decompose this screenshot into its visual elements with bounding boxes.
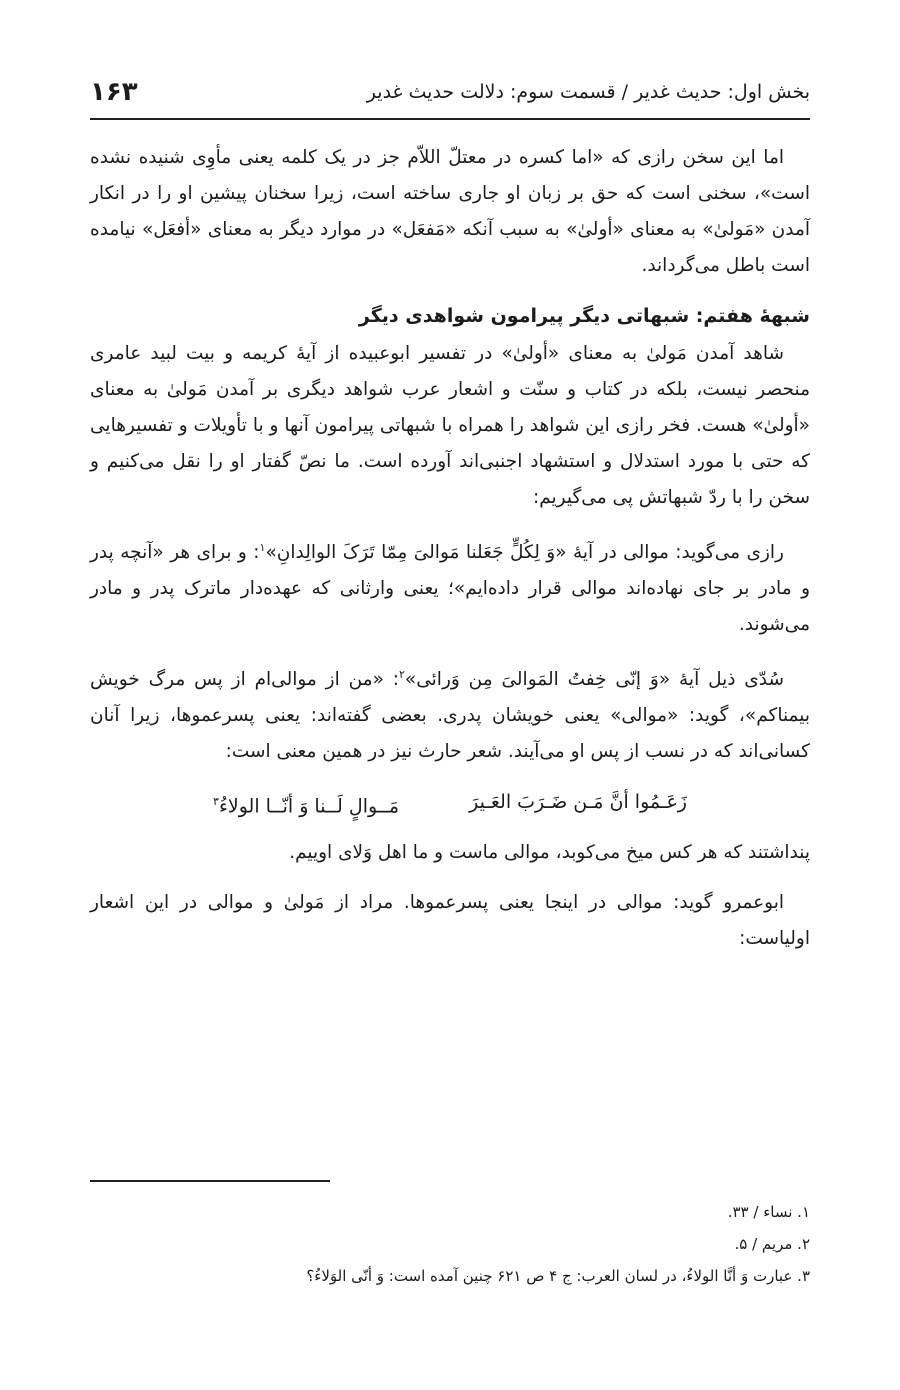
verse-text: مَــوالٍ لَــنا وَ أنّــا الولاءُ <box>218 795 400 818</box>
footnotes <box>90 1196 810 1292</box>
running-header <box>90 72 810 112</box>
paragraph: شاهد آمدن مَولیٰ به معنای «أولیٰ» در تفسیر ابوعبیده از آیهٔ کریمه و بیت لبید عامری منحصر نیست، بلکه در کتاب و سنّت و اشعار عرب شواهد دیگری بر آمدن مَولیٰ به معنای «أولیٰ» هست. فخر رازی این شواهد را همراه با شبهاتی پیرامون آنها و با تأویلات و تفسیرهایی که حتی با مورد استدلال و استشهاد اجنبی‌اند آورده است. ما نصّ گفتار او را نقل می‌کنیم و سخن را با ردّ شبهاتش پی می‌گیریم: <box>90 343 810 508</box>
main-text <box>90 140 810 971</box>
paragraph-text: سُدّی ذیل آیهٔ «وَ إنّی خِفتُ المَوالیَ مِن وَرائی» <box>404 669 784 691</box>
paragraph-text: : و برای هر «آنچه پدر و مادر بر جای نهاده‌اند موالی قرار داده‌ایم»؛ یعنی وارثانی که عهده‌دار ماترک پدر و مادر می‌شوند. <box>90 542 810 636</box>
footnote-ref: ۳ <box>213 795 219 809</box>
footnote-item: ۲. مریم / ۵. <box>734 1235 810 1253</box>
verse-translation: پنداشتند که هر کس میخ می‌کوبد، موالی ماست و ما اهل وَلای اوییم. <box>289 841 810 863</box>
verse-hemistich-second <box>213 784 399 824</box>
paragraph-text: رازی می‌گوید: موالی در آیهٔ «وَ لِکُلٍّ جَعَلنا مَوالیَ مِمّا تَرَکَ الوالِدانِ» <box>265 542 784 564</box>
paragraph: ابوعمرو گوید: موالی در اینجا یعنی پسرعموها. مراد از مَولیٰ و موالی در این اشعار اولیاست: <box>90 891 810 949</box>
paragraph-text: : «من از موالی‌ام از پس مرگ خویش بیمناکم»، گوید: «موالی» یعنی خویشان پدری. بعضی گفته‌اند: یعنی پسرعموها، زیرا آنان کسانی‌اند که در نسب از پس او می‌آیند. شعر حارث نیز در همین معنی است: <box>90 669 810 763</box>
footnote-ref: ۲ <box>399 668 405 682</box>
paragraph <box>90 530 810 643</box>
page-number: ۱۶۳ <box>90 77 138 107</box>
verse-hemistich-first: زَعَـمُوا أنَّ مَـن ضَـرَبَ العَـیرَ <box>469 791 687 814</box>
poem-verse <box>90 784 810 824</box>
header-divider <box>90 118 810 120</box>
section-heading: شبههٔ هفتم: شبهاتی دیگر پیرامون شواهدی دیگر <box>358 305 810 327</box>
paragraph: اما این سخن رازی که «اما کسره در معتلّ اللاّم جز در یک کلمه یعنی مأوِی شنیده نشده است»، سخنی است که حق بر زبان او جاری ساخته است، زیرا سخنان پیشین او را در انکار آمدن «مَولیٰ» به معنای «أولیٰ» به سبب آنکه «مَفعَل» در موارد دیگر به معنای «أفعَل» نیامده است باطل می‌گرداند. <box>90 147 810 276</box>
book-page <box>90 60 810 1340</box>
footnote-ref: ۱ <box>259 541 266 554</box>
paragraph <box>90 657 810 770</box>
footnote-divider <box>90 1180 330 1182</box>
running-header-title: بخش اول: حدیث غدیر / قسمت سوم: دلالت حدیث غدیر <box>366 81 810 103</box>
footnote-item: ۱. نساء / ۳۳. <box>727 1203 810 1221</box>
footnote-item: ۳. عبارت وَ أنَّا الولاءُ، در لسان العرب: ج ۴ ص ۶۲۱ چنین آمده است: وَ أنّی الوَلاءُ؟ <box>306 1267 810 1285</box>
